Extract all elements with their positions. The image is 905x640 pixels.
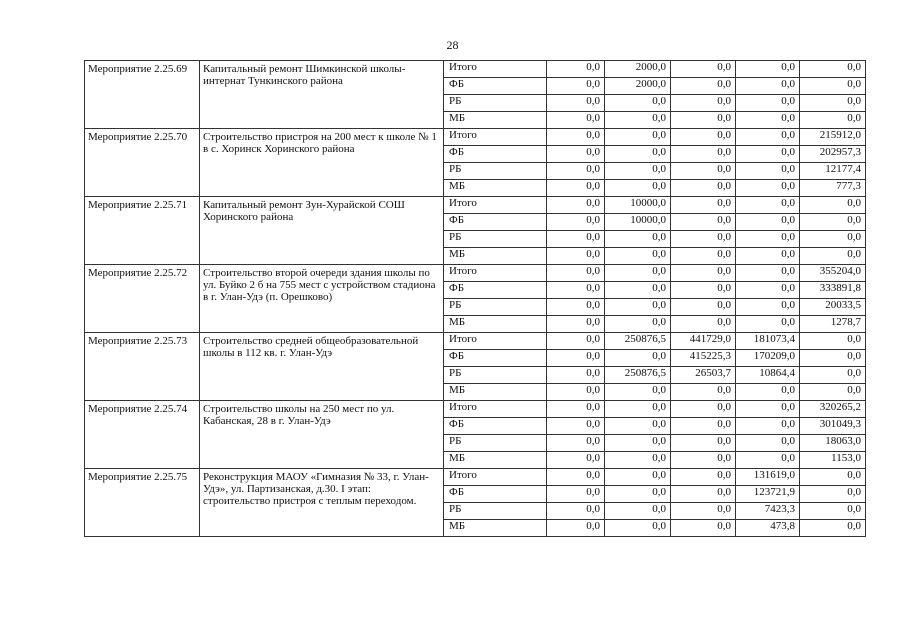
value-col-3: 0,0 (671, 418, 736, 435)
value-col-5: 301049,3 (800, 418, 866, 435)
measure-description: Капитальный ремонт Зун-Хурайской СОШ Хоринского района (200, 197, 444, 265)
value-col-2: 0,0 (605, 180, 671, 197)
value-col-5: 0,0 (800, 486, 866, 503)
measure-label: Мероприятие 2.25.75 (85, 469, 200, 537)
value-col-5: 0,0 (800, 333, 866, 350)
value-col-4: 0,0 (736, 384, 800, 401)
value-col-4: 0,0 (736, 299, 800, 316)
value-col-3: 0,0 (671, 520, 736, 537)
value-col-3: 0,0 (671, 231, 736, 248)
value-col-3: 0,0 (671, 401, 736, 418)
value-col-4: 0,0 (736, 248, 800, 265)
value-col-3: 0,0 (671, 129, 736, 146)
value-col-3: 26503,7 (671, 367, 736, 384)
value-col-3: 0,0 (671, 282, 736, 299)
value-col-5: 320265,2 (800, 401, 866, 418)
funding-source: РБ (444, 367, 547, 384)
value-col-2: 0,0 (605, 248, 671, 265)
value-col-1: 0,0 (547, 61, 605, 78)
value-col-1: 0,0 (547, 129, 605, 146)
value-col-1: 0,0 (547, 163, 605, 180)
measure-description: Строительство школы на 250 мест по ул. Кабанская, 28 в г. Улан-Удэ (200, 401, 444, 469)
funding-source: РБ (444, 435, 547, 452)
value-col-3: 0,0 (671, 146, 736, 163)
funding-source: МБ (444, 520, 547, 537)
table-row (85, 197, 866, 214)
value-col-4: 0,0 (736, 61, 800, 78)
value-col-5: 0,0 (800, 95, 866, 112)
funding-source: Итого (444, 129, 547, 146)
value-col-5: 0,0 (800, 78, 866, 95)
value-col-4: 473,8 (736, 520, 800, 537)
measure-label: Мероприятие 2.25.72 (85, 265, 200, 333)
value-col-2: 2000,0 (605, 78, 671, 95)
value-col-3: 441729,0 (671, 333, 736, 350)
value-col-1: 0,0 (547, 197, 605, 214)
value-col-4: 0,0 (736, 112, 800, 129)
value-col-2: 0,0 (605, 401, 671, 418)
value-col-5: 0,0 (800, 112, 866, 129)
table-row (85, 61, 866, 78)
measure-description: Реконструкция МАОУ «Гимназия № 33, г. Улан-Удэ», ул. Партизанская, д.30. I этап: строительство пристроя с теплым переходом. (200, 469, 444, 537)
measure-description: Строительство второй очереди здания школы по ул. Буйко 2 б на 755 мест с устройством стадиона в г. Улан-Удэ (п. Орешково) (200, 265, 444, 333)
value-col-2: 0,0 (605, 282, 671, 299)
value-col-2: 0,0 (605, 112, 671, 129)
value-col-5: 333891,8 (800, 282, 866, 299)
funding-source: МБ (444, 180, 547, 197)
value-col-1: 0,0 (547, 350, 605, 367)
funding-source: ФБ (444, 350, 547, 367)
funding-source: РБ (444, 503, 547, 520)
value-col-4: 170209,0 (736, 350, 800, 367)
value-col-3: 0,0 (671, 78, 736, 95)
value-col-5: 777,3 (800, 180, 866, 197)
value-col-3: 0,0 (671, 197, 736, 214)
value-col-1: 0,0 (547, 265, 605, 282)
value-col-5: 12177,4 (800, 163, 866, 180)
value-col-1: 0,0 (547, 452, 605, 469)
funding-source: МБ (444, 384, 547, 401)
value-col-2: 0,0 (605, 520, 671, 537)
value-col-3: 415225,3 (671, 350, 736, 367)
value-col-2: 0,0 (605, 231, 671, 248)
funding-source: Итого (444, 469, 547, 486)
value-col-5: 0,0 (800, 214, 866, 231)
value-col-2: 10000,0 (605, 197, 671, 214)
value-col-5: 0,0 (800, 384, 866, 401)
value-col-5: 0,0 (800, 248, 866, 265)
value-col-1: 0,0 (547, 486, 605, 503)
value-col-1: 0,0 (547, 231, 605, 248)
value-col-1: 0,0 (547, 367, 605, 384)
value-col-1: 0,0 (547, 384, 605, 401)
table-row (85, 333, 866, 350)
value-col-4: 0,0 (736, 231, 800, 248)
funding-source: Итого (444, 401, 547, 418)
value-col-5: 0,0 (800, 197, 866, 214)
value-col-4: 10864,4 (736, 367, 800, 384)
value-col-3: 0,0 (671, 452, 736, 469)
value-col-2: 0,0 (605, 95, 671, 112)
table-row (85, 401, 866, 418)
value-col-4: 0,0 (736, 163, 800, 180)
value-col-4: 0,0 (736, 78, 800, 95)
funding-source: ФБ (444, 418, 547, 435)
value-col-2: 0,0 (605, 486, 671, 503)
value-col-3: 0,0 (671, 112, 736, 129)
measure-label: Мероприятие 2.25.71 (85, 197, 200, 265)
value-col-3: 0,0 (671, 435, 736, 452)
funding-source: Итого (444, 333, 547, 350)
value-col-2: 250876,5 (605, 333, 671, 350)
value-col-3: 0,0 (671, 469, 736, 486)
value-col-3: 0,0 (671, 265, 736, 282)
value-col-1: 0,0 (547, 333, 605, 350)
value-col-3: 0,0 (671, 384, 736, 401)
value-col-2: 0,0 (605, 469, 671, 486)
value-col-3: 0,0 (671, 486, 736, 503)
funding-source: ФБ (444, 146, 547, 163)
value-col-1: 0,0 (547, 316, 605, 333)
value-col-4: 123721,9 (736, 486, 800, 503)
value-col-1: 0,0 (547, 248, 605, 265)
value-col-2: 0,0 (605, 384, 671, 401)
value-col-4: 0,0 (736, 180, 800, 197)
value-col-3: 0,0 (671, 299, 736, 316)
value-col-5: 0,0 (800, 469, 866, 486)
value-col-4: 0,0 (736, 95, 800, 112)
value-col-1: 0,0 (547, 78, 605, 95)
value-col-2: 0,0 (605, 316, 671, 333)
funding-source: РБ (444, 95, 547, 112)
measure-description: Строительство средней общеобразовательной школы в 112 кв. г. Улан-Удэ (200, 333, 444, 401)
value-col-1: 0,0 (547, 469, 605, 486)
value-col-3: 0,0 (671, 316, 736, 333)
value-col-1: 0,0 (547, 112, 605, 129)
value-col-1: 0,0 (547, 146, 605, 163)
value-col-5: 1278,7 (800, 316, 866, 333)
funding-source: ФБ (444, 214, 547, 231)
value-col-1: 0,0 (547, 299, 605, 316)
value-col-2: 0,0 (605, 435, 671, 452)
value-col-4: 0,0 (736, 418, 800, 435)
value-col-1: 0,0 (547, 95, 605, 112)
funding-source: МБ (444, 248, 547, 265)
value-col-4: 0,0 (736, 129, 800, 146)
page-number: 28 (446, 38, 459, 52)
value-col-1: 0,0 (547, 401, 605, 418)
value-col-2: 0,0 (605, 265, 671, 282)
value-col-2: 0,0 (605, 129, 671, 146)
table-row (85, 469, 866, 486)
budget-table-body (85, 61, 866, 537)
value-col-3: 0,0 (671, 214, 736, 231)
value-col-2: 0,0 (605, 146, 671, 163)
value-col-4: 0,0 (736, 146, 800, 163)
value-col-5: 202957,3 (800, 146, 866, 163)
value-col-4: 0,0 (736, 265, 800, 282)
funding-source: МБ (444, 316, 547, 333)
value-col-1: 0,0 (547, 282, 605, 299)
value-col-4: 0,0 (736, 214, 800, 231)
value-col-3: 0,0 (671, 163, 736, 180)
value-col-4: 0,0 (736, 435, 800, 452)
value-col-2: 250876,5 (605, 367, 671, 384)
value-col-5: 0,0 (800, 231, 866, 248)
funding-source: Итого (444, 61, 547, 78)
funding-source: МБ (444, 452, 547, 469)
value-col-4: 181073,4 (736, 333, 800, 350)
measure-label: Мероприятие 2.25.70 (85, 129, 200, 197)
value-col-3: 0,0 (671, 503, 736, 520)
value-col-1: 0,0 (547, 520, 605, 537)
value-col-5: 215912,0 (800, 129, 866, 146)
value-col-3: 0,0 (671, 180, 736, 197)
value-col-1: 0,0 (547, 418, 605, 435)
value-col-3: 0,0 (671, 95, 736, 112)
value-col-2: 10000,0 (605, 214, 671, 231)
value-col-2: 0,0 (605, 163, 671, 180)
value-col-2: 0,0 (605, 418, 671, 435)
value-col-1: 0,0 (547, 503, 605, 520)
value-col-5: 0,0 (800, 520, 866, 537)
value-col-4: 131619,0 (736, 469, 800, 486)
budget-table (84, 60, 866, 537)
value-col-1: 0,0 (547, 214, 605, 231)
measure-description: Строительство пристроя на 200 мест к школе № 1 в с. Хоринск Хоринского района (200, 129, 444, 197)
funding-source: РБ (444, 231, 547, 248)
value-col-1: 0,0 (547, 180, 605, 197)
table-row (85, 129, 866, 146)
funding-source: РБ (444, 299, 547, 316)
funding-source: МБ (444, 112, 547, 129)
value-col-4: 7423,3 (736, 503, 800, 520)
measure-description: Капитальный ремонт Шимкинской школы-интернат Тункинского района (200, 61, 444, 129)
value-col-2: 2000,0 (605, 61, 671, 78)
value-col-5: 1153,0 (800, 452, 866, 469)
value-col-5: 0,0 (800, 61, 866, 78)
value-col-3: 0,0 (671, 248, 736, 265)
value-col-5: 18063,0 (800, 435, 866, 452)
value-col-2: 0,0 (605, 503, 671, 520)
table-row (85, 265, 866, 282)
value-col-1: 0,0 (547, 435, 605, 452)
measure-label: Мероприятие 2.25.69 (85, 61, 200, 129)
value-col-5: 0,0 (800, 503, 866, 520)
value-col-5: 20033,5 (800, 299, 866, 316)
value-col-4: 0,0 (736, 197, 800, 214)
funding-source: РБ (444, 163, 547, 180)
funding-source: ФБ (444, 78, 547, 95)
value-col-2: 0,0 (605, 299, 671, 316)
value-col-4: 0,0 (736, 282, 800, 299)
funding-source: ФБ (444, 282, 547, 299)
funding-source: ФБ (444, 486, 547, 503)
value-col-4: 0,0 (736, 316, 800, 333)
measure-label: Мероприятие 2.25.73 (85, 333, 200, 401)
value-col-4: 0,0 (736, 401, 800, 418)
value-col-5: 0,0 (800, 367, 866, 384)
measure-label: Мероприятие 2.25.74 (85, 401, 200, 469)
funding-source: Итого (444, 265, 547, 282)
value-col-4: 0,0 (736, 452, 800, 469)
value-col-3: 0,0 (671, 61, 736, 78)
value-col-2: 0,0 (605, 452, 671, 469)
value-col-2: 0,0 (605, 350, 671, 367)
funding-source: Итого (444, 197, 547, 214)
value-col-5: 355204,0 (800, 265, 866, 282)
value-col-5: 0,0 (800, 350, 866, 367)
